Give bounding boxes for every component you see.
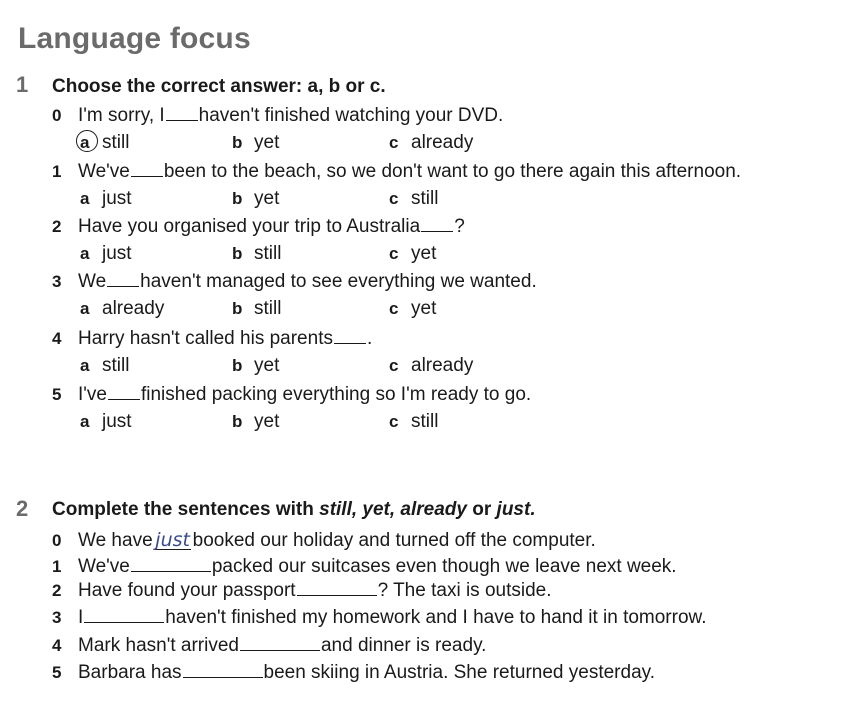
question-line xyxy=(52,383,531,406)
question-text-before: Have you organised your trip to Australia xyxy=(78,216,421,237)
answer-gap xyxy=(131,555,211,572)
sentence-number: 2 xyxy=(52,581,62,600)
sentence-line xyxy=(52,530,596,552)
option-c xyxy=(389,411,438,433)
sentence-text-before: We have xyxy=(78,530,153,551)
sentence-text-after: packed our suitcases even though we leave next week. xyxy=(211,556,677,577)
sentence-line xyxy=(52,634,486,657)
answer-gap xyxy=(108,383,140,400)
option-text: still xyxy=(411,188,439,209)
question-text-before: We xyxy=(78,271,107,292)
option-text: yet xyxy=(254,355,280,376)
sentence-text-after: ? The taxi is outside. xyxy=(377,580,552,601)
option-text: just xyxy=(102,188,132,209)
option-letter: c xyxy=(389,356,399,375)
question-text-after: ? xyxy=(454,216,465,237)
question-number: 0 xyxy=(52,106,62,125)
option-text: yet xyxy=(411,243,437,264)
option-letter: a xyxy=(80,299,90,318)
option-text: still xyxy=(102,355,130,376)
question-text-before: We've xyxy=(78,161,130,182)
option-letter: b xyxy=(232,299,243,318)
option-text: yet xyxy=(254,188,280,209)
exercise-2-heading-or: or xyxy=(466,499,497,520)
option-a xyxy=(80,411,132,433)
exercise-1-number: 1 xyxy=(16,72,29,97)
question-text-after: haven't finished watching your DVD. xyxy=(198,105,504,126)
question-text-after: finished packing everything so I'm ready to go. xyxy=(140,384,532,405)
exercise-2-heading xyxy=(52,499,536,521)
question-text-before: I'm sorry, I xyxy=(78,105,165,126)
option-text: still xyxy=(411,411,439,432)
answer-gap xyxy=(183,661,263,678)
question-text-after: . xyxy=(366,328,373,349)
page-title: Language focus xyxy=(18,22,251,55)
exercise-2-number: 2 xyxy=(16,496,29,521)
option-a xyxy=(80,355,129,377)
option-text: already xyxy=(411,132,474,153)
option-a xyxy=(80,243,132,265)
option-letter: b xyxy=(232,133,243,152)
option-b xyxy=(232,243,281,265)
sentence-number: 5 xyxy=(52,663,62,682)
option-letter: a xyxy=(80,412,90,431)
option-letter: c xyxy=(389,189,399,208)
sentence-text-before: Have found your passport xyxy=(78,580,296,601)
option-letter: b xyxy=(232,412,243,431)
option-b xyxy=(232,188,279,210)
option-letter: a xyxy=(80,133,90,152)
question-line xyxy=(52,160,741,183)
question-line xyxy=(52,104,503,127)
option-c xyxy=(389,132,473,154)
sentence-text-after: and dinner is ready. xyxy=(320,635,487,656)
option-text: still xyxy=(254,243,282,264)
option-text: yet xyxy=(254,132,280,153)
answer-circle xyxy=(76,130,98,152)
sentence-line xyxy=(52,555,677,578)
option-b xyxy=(232,132,279,154)
sentence-text-before: I xyxy=(78,607,84,628)
answer-gap xyxy=(84,606,164,623)
answer-gap xyxy=(107,270,139,287)
option-letter: c xyxy=(389,412,399,431)
question-line xyxy=(52,270,537,293)
answer-gap xyxy=(131,160,163,177)
question-number: 1 xyxy=(52,162,62,181)
exercise-1-heading: Choose the correct answer: a, b or c. xyxy=(52,76,386,97)
answer-gap xyxy=(334,327,366,344)
option-letter: b xyxy=(232,356,243,375)
option-text: yet xyxy=(411,298,437,319)
question-text-before: Harry hasn't called his parents xyxy=(78,328,333,349)
sentence-text-before: Barbara has xyxy=(78,662,182,683)
option-b xyxy=(232,355,279,377)
option-text: still xyxy=(102,132,130,153)
option-a xyxy=(80,298,164,320)
option-text: yet xyxy=(254,411,280,432)
question-text-before: I've xyxy=(78,384,107,405)
option-c xyxy=(389,188,438,210)
answer-gap xyxy=(166,104,198,121)
sentence-number: 4 xyxy=(52,636,62,655)
option-letter: a xyxy=(80,189,90,208)
question-text-after: haven't managed to see everything we wanted. xyxy=(140,271,537,292)
option-b xyxy=(232,298,281,320)
question-number: 5 xyxy=(52,385,62,404)
sentence-text-before: Mark hasn't arrived xyxy=(78,635,239,656)
handwritten-answer: just xyxy=(155,529,190,551)
sentence-line xyxy=(52,606,706,629)
option-text: just xyxy=(102,411,132,432)
sentence-number: 1 xyxy=(52,557,62,576)
option-letter: c xyxy=(389,244,399,263)
option-letter: a xyxy=(80,356,90,375)
sentence-number: 0 xyxy=(52,531,62,550)
option-letter: c xyxy=(389,133,399,152)
option-b xyxy=(232,411,279,433)
question-number: 3 xyxy=(52,272,62,291)
option-letter: b xyxy=(232,189,243,208)
question-line xyxy=(52,327,372,350)
option-a xyxy=(80,188,132,210)
option-c xyxy=(389,243,436,265)
option-c xyxy=(389,355,473,377)
sentence-line xyxy=(52,579,552,602)
question-line xyxy=(52,215,465,238)
option-letter: b xyxy=(232,244,243,263)
exercise-2-heading-words: still, yet, already xyxy=(319,499,467,520)
answer-gap xyxy=(240,634,320,651)
sentence-number: 3 xyxy=(52,608,62,627)
question-number: 4 xyxy=(52,329,62,348)
option-letter: a xyxy=(80,244,90,263)
option-text: already xyxy=(102,298,165,319)
option-text: still xyxy=(254,298,282,319)
option-letter: c xyxy=(389,299,399,318)
sentence-text-after: haven't finished my homework and I have to hand it in tomorrow. xyxy=(165,607,707,628)
option-text: already xyxy=(411,355,474,376)
sentence-text-before: We've xyxy=(78,556,130,577)
question-text-after: been to the beach, so we don't want to go there again this afternoon. xyxy=(163,161,742,182)
exercise-2-heading-just: just. xyxy=(496,499,536,520)
answer-gap xyxy=(421,215,453,232)
option-c xyxy=(389,298,436,320)
question-number: 2 xyxy=(52,217,62,236)
answer-gap xyxy=(297,579,377,596)
sentence-text-after: booked our holiday and turned off the computer. xyxy=(192,530,596,551)
option-text: just xyxy=(102,243,132,264)
exercise-2-heading-pre: Complete the sentences with xyxy=(52,499,320,520)
sentence-text-after: been skiing in Austria. She returned yesterday. xyxy=(263,662,656,683)
sentence-line xyxy=(52,661,655,684)
